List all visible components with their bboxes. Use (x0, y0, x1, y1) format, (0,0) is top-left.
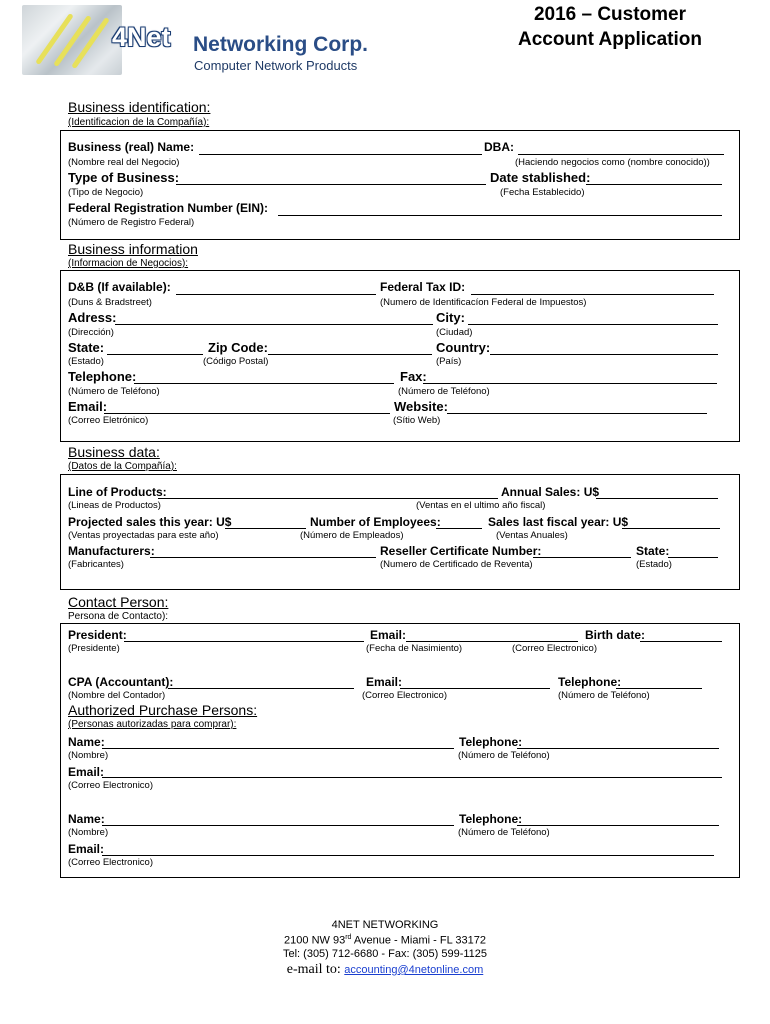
db-sub: (Duns & Bradstreet) (68, 297, 152, 308)
president-email-label: Email: (370, 628, 407, 642)
auth1-telephone-label: Telephone: (459, 735, 523, 749)
type-of-business-sub: (Tipo de Negocio) (68, 187, 144, 198)
reseller-certificate-sub: (Numero de Certificado de Reventa) (380, 559, 533, 570)
auth1-telephone-sub: (Número de Teléfono) (458, 750, 550, 761)
logo-company-name: Networking Corp. (193, 33, 369, 56)
fax-label: Fax: (400, 369, 427, 384)
country-label: Country: (436, 340, 491, 355)
birth-date-field[interactable] (640, 641, 722, 642)
projected-sales-field[interactable] (225, 528, 306, 529)
president-email-sub: (Fecha de Nasimiento) (366, 643, 463, 654)
auth2-name-sub: (Nombre) (68, 827, 109, 838)
telephone-label: Telephone: (68, 369, 137, 384)
telephone-field[interactable] (134, 383, 394, 384)
ein-sub: (Número de Registro Federal) (68, 217, 195, 228)
line-of-products-field[interactable] (158, 498, 498, 499)
business-name-label: Business (real) Name: (68, 140, 195, 154)
business-data-heading: Business data: (68, 444, 160, 460)
db-field[interactable] (176, 294, 376, 295)
zip-code-sub: (Código Postal) (203, 356, 269, 367)
email-field[interactable] (104, 413, 390, 414)
auth2-name-field[interactable] (102, 825, 454, 826)
date-established-sub: (Fecha Establecido) (500, 187, 585, 198)
city-sub: (Ciudad) (436, 327, 473, 338)
city-label: City: (436, 310, 465, 325)
projected-sales-label: Projected sales this year: U$ (68, 515, 232, 529)
date-established-label: Date stablished: (490, 170, 591, 185)
auth1-email-label: Email: (68, 765, 105, 779)
footer-company: 4NET NETWORKING (331, 919, 439, 931)
sales-last-fiscal-label: Sales last fiscal year: U$ (488, 515, 629, 529)
title-line-2: Account Application (517, 29, 702, 50)
date-established-field[interactable] (586, 184, 722, 185)
cpa-label: CPA (Accountant): (68, 675, 174, 689)
manufacturers-field[interactable] (150, 557, 376, 558)
footer-address: 2100 NW 93rd Avenue - Miami - FL 33172 (284, 934, 486, 947)
city-field[interactable] (468, 324, 718, 325)
contact-person-heading-es: Persona de Contacto): (68, 611, 169, 622)
auth2-email-field[interactable] (102, 855, 714, 856)
country-field[interactable] (490, 354, 718, 355)
annual-sales-sub: (Ventas en el ultimo año fiscal) (416, 500, 546, 511)
annual-sales-label: Annual Sales: U$ (501, 485, 600, 499)
fax-sub: (Número de Teléfono) (398, 386, 490, 397)
company-logo-photo (22, 5, 122, 75)
birth-date-sub: (Correo Electronico) (512, 643, 597, 654)
dba-field[interactable] (518, 154, 724, 155)
federal-tax-id-sub: (Numero de Identificacíon Federal de Impuestos) (380, 297, 587, 308)
db-label: D&B (If available): (68, 280, 171, 294)
employees-field[interactable] (436, 528, 482, 529)
state2-label: State: (636, 544, 670, 558)
type-of-business-field[interactable] (176, 184, 486, 185)
authorized-heading: Authorized Purchase Persons: (68, 702, 258, 718)
footer-email-line (0, 962, 770, 978)
logo-tagline: Computer Network Products (194, 58, 358, 73)
auth1-email-sub: (Correo Electronico) (68, 780, 153, 791)
cpa-sub: (Nombre del Contador) (68, 690, 166, 701)
auth2-name-label: Name: (68, 812, 105, 826)
line-of-products-sub: (Lineas de Productos) (68, 500, 161, 511)
auth1-name-label: Name: (68, 735, 105, 749)
cpa-email-sub: (Correo Electronico) (362, 690, 447, 701)
type-of-business-label: Type of Business: (68, 170, 180, 185)
footer-email-link[interactable]: accounting@4netonline.com (344, 964, 484, 976)
cpa-email-field[interactable] (400, 688, 550, 689)
president-email-field[interactable] (406, 641, 578, 642)
title-line-1: 2016 – Customer (533, 4, 687, 25)
employees-sub: (Número de Empleados) (300, 530, 404, 541)
cpa-telephone-sub: (Número de Teléfono) (558, 690, 650, 701)
line-of-products-label: Line of Products: (68, 485, 167, 499)
federal-tax-id-field[interactable] (471, 294, 714, 295)
manufacturers-label: Manufacturers: (68, 544, 155, 558)
ein-label: Federal Registration Number (EIN): (68, 201, 269, 215)
president-field[interactable] (124, 641, 364, 642)
country-sub: (País) (436, 356, 462, 367)
dba-sub: (Haciendo negocios como (nombre conocido)) (515, 157, 710, 168)
state-sub: (Estado) (68, 356, 104, 367)
state2-sub: (Estado) (636, 559, 672, 570)
business-name-field[interactable] (199, 154, 482, 155)
auth2-telephone-field[interactable] (517, 825, 719, 826)
address-label: Adress: (68, 310, 117, 325)
state-label: State: (68, 340, 105, 355)
contact-person-heading: Contact Person: (68, 594, 169, 610)
sales-last-fiscal-field[interactable] (622, 528, 720, 529)
footer-phones: Tel: (305) 712-6680 - Fax: (305) 599-1125 (282, 948, 488, 960)
auth1-telephone-field[interactable] (517, 748, 719, 749)
authorized-heading-es: (Personas autorizadas para comprar): (68, 719, 237, 730)
auth2-email-label: Email: (68, 842, 105, 856)
telephone-sub: (Número de Teléfono) (68, 386, 160, 397)
president-label: President: (68, 628, 127, 642)
employees-label: Number of Employees: (310, 515, 441, 529)
reseller-certificate-field[interactable] (533, 557, 631, 558)
projected-sales-sub: (Ventas proyectadas para este año) (68, 530, 219, 541)
zip-code-field[interactable] (268, 354, 432, 355)
cpa-field[interactable] (168, 688, 354, 689)
cpa-telephone-field[interactable] (616, 688, 702, 689)
auth1-name-field[interactable] (102, 748, 454, 749)
annual-sales-field[interactable] (596, 498, 718, 499)
president-sub: (Presidente) (68, 643, 120, 654)
ein-field[interactable] (278, 215, 722, 216)
manufacturers-sub: (Fabricantes) (68, 559, 124, 570)
website-label: Website: (394, 399, 448, 414)
auth2-telephone-sub: (Número de Teléfono) (458, 827, 550, 838)
email-sub: (Correo Eletrónico) (68, 415, 149, 426)
contact-box (60, 623, 740, 878)
birth-date-label: Birth date: (585, 628, 646, 642)
website-field[interactable] (447, 413, 707, 414)
page-title (518, 2, 702, 52)
logo-4net: 4Net (112, 22, 171, 52)
dba-label: DBA: (484, 140, 514, 154)
sales-last-fiscal-sub: (Ventas Anuales) (496, 530, 568, 541)
business-information-heading: Business information (68, 241, 198, 257)
email-label: Email: (68, 399, 108, 414)
state2-field[interactable] (668, 557, 718, 558)
auth1-email-field[interactable] (102, 777, 722, 778)
business-data-heading-es: (Datos de la Compañía): (68, 461, 177, 472)
auth2-telephone-label: Telephone: (459, 812, 523, 826)
auth2-email-sub: (Correo Electronico) (68, 857, 153, 868)
business-information-heading-es: (Informacion de Negocios): (68, 258, 189, 269)
business-name-sub: (Nombre real del Negocio) (68, 157, 180, 168)
address-sub: (Dirección) (68, 327, 114, 338)
federal-tax-id-label: Federal Tax ID: (380, 280, 466, 294)
fax-field[interactable] (423, 383, 717, 384)
cpa-telephone-label: Telephone: (558, 675, 622, 689)
state-field[interactable] (107, 354, 203, 355)
cpa-email-label: Email: (366, 675, 403, 689)
auth1-name-sub: (Nombre) (68, 750, 109, 761)
address-field[interactable] (115, 324, 433, 325)
business-identification-heading-es: (Identificacion de la Compañía): (68, 117, 210, 128)
footer-email-prefix: e-mail to: (286, 962, 345, 977)
website-sub: (Sítio Web) (393, 415, 441, 426)
zip-code-label: Zip Code: (208, 340, 268, 355)
reseller-certificate-label: Reseller Certificate Number: (380, 544, 542, 558)
business-identification-heading: Business identification: (68, 99, 211, 115)
